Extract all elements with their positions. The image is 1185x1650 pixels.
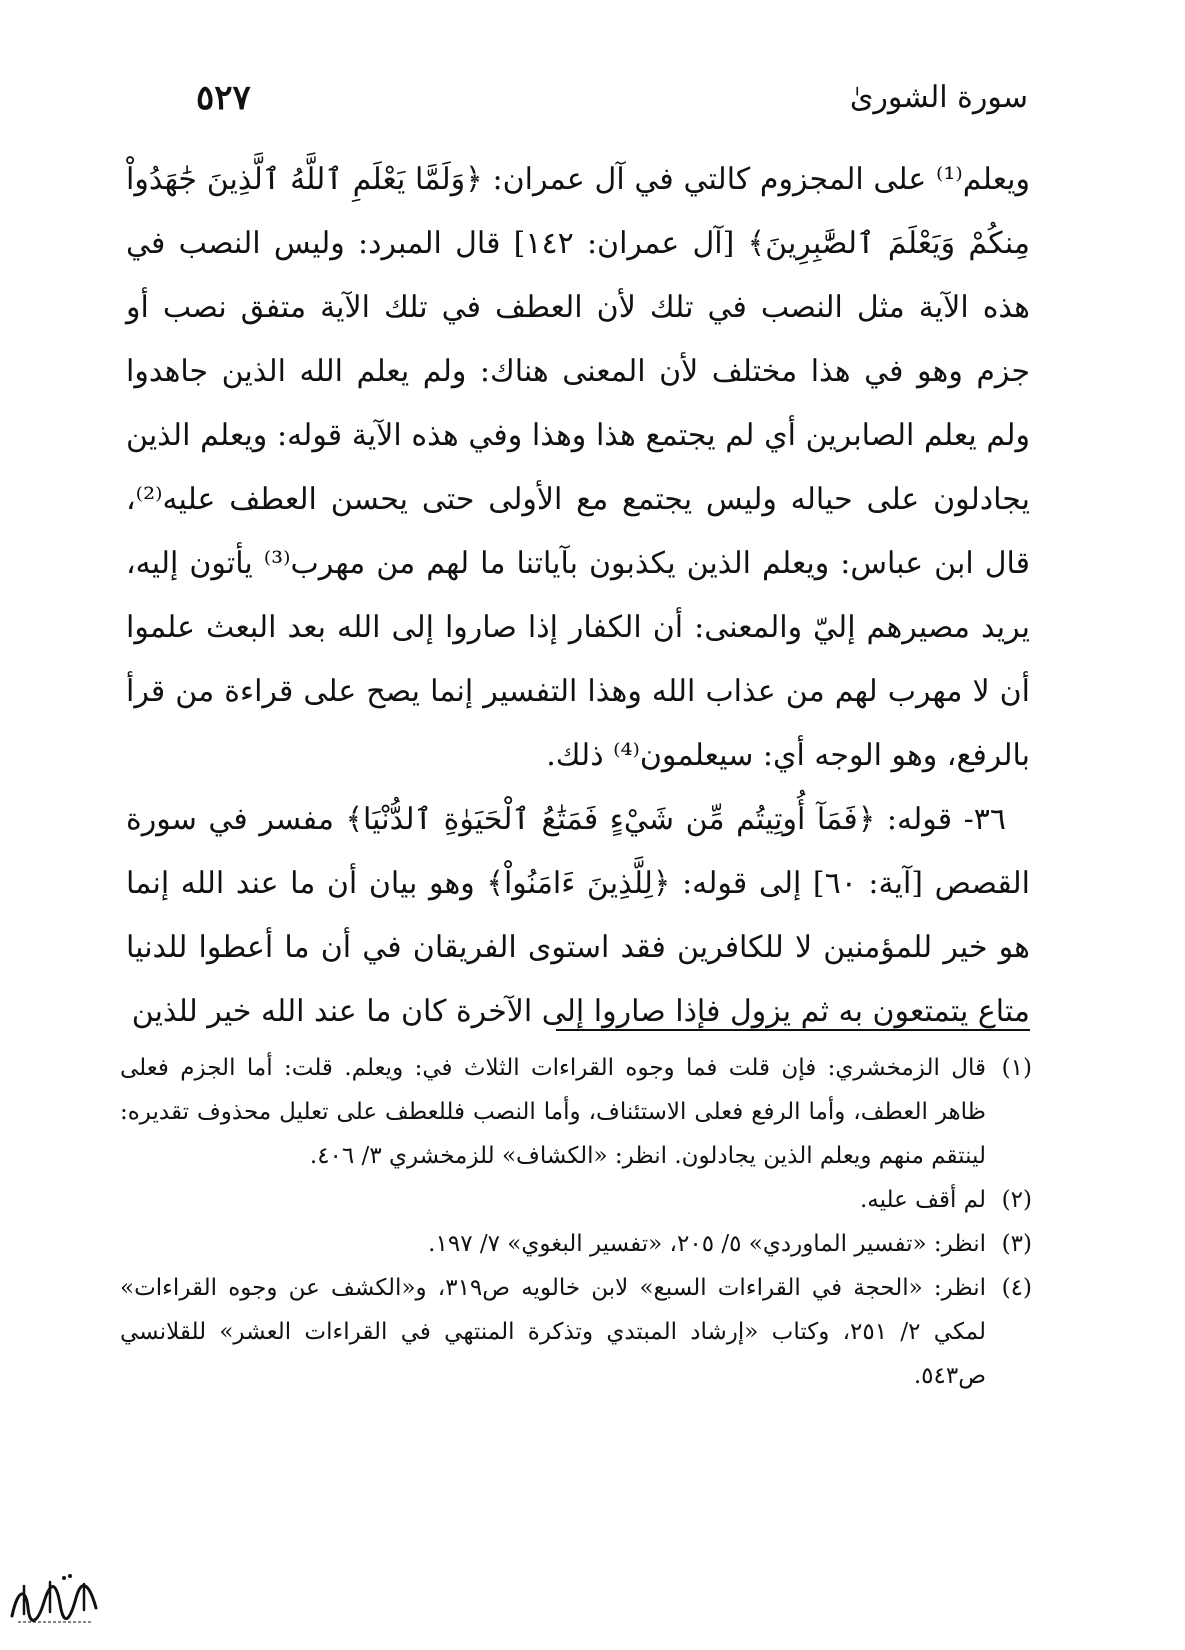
footnote-1 xyxy=(120,1046,1032,1178)
footnote-text: لم أقف عليه. xyxy=(859,1187,986,1213)
page-number: ٥٢٧ xyxy=(196,78,251,118)
calligraphy-logo-icon xyxy=(4,1568,104,1628)
footnote-divider xyxy=(556,1029,1030,1031)
footnote-number: (٢) xyxy=(1001,1187,1032,1213)
footnote-text: انظر: «الحجة في القراءات السبع» لابن خالويه ص٣١٩، و«الكشف عن وجوه القراءات» لمكي ٢/ ٢٥١، وكتاب «إرشاد المبتدي وتذكرة المنتهي في القراءات العشر» للقلانسي ص٥٤٣. xyxy=(120,1275,986,1389)
footnote-number: (٤) xyxy=(1001,1275,1032,1301)
footnotes xyxy=(120,1046,1032,1398)
main-text xyxy=(126,148,1030,1044)
footnote-number: (١) xyxy=(1001,1055,1032,1081)
page-header xyxy=(196,78,1028,128)
running-title: سورة الشورىٰ xyxy=(849,80,1028,115)
publisher-logo xyxy=(4,1568,104,1628)
footnote-text: انظر: «تفسير الماوردي» ٥/ ٢٠٥، «تفسير البغوي» ٧/ ١٩٧. xyxy=(428,1231,986,1257)
footnote-4 xyxy=(120,1266,1032,1398)
footnote-3 xyxy=(120,1222,1032,1266)
footnote-number: (٣) xyxy=(1001,1231,1032,1257)
body-paragraph-1: ويعلم⁽¹⁾ على المجزوم كالتي في آل عمران: ﴿وَلَمَّا يَعْلَمِ ٱللَّهُ ٱلَّذِينَ جَٰهَدُواْ مِنكُمْ وَيَعْلَمَ ٱلصَّٰبِرِينَ﴾ [آل عمران: ١٤٢] قال المبرد: وليس النصب في هذه الآية مثل النصب في تلك لأن العطف في تلك الآية متفق نصب أو جزم وهو في هذا مختلف لأن المعنى هناك: ولم يعلم الله الذين جاهدوا ولم يعلم الصابرين أي لم يجتمع هذا وهذا وفي هذه الآية قوله: ويعلم الذين يجادلون على حياله وليس يجتمع مع الأولى حتى يحسن العطف عليه⁽²⁾، قال ابن عباس: ويعلم الذين يكذبون بآياتنا ما لهم من مهرب⁽³⁾ يأتون إليه، يريد مصيرهم إليّ والمعنى: أن الكفار إذا صاروا إلى الله بعد البعث علموا أن لا مهرب لهم من عذاب الله وهذا التفسير إنما يصح على قراءة من قرأ بالرفع، وهو الوجه أي: سيعلمون⁽⁴⁾ ذلك. xyxy=(126,162,1031,773)
footnote-text: قال الزمخشري: فإن قلت فما وجوه القراءات الثلاث في: ويعلم. قلت: أما الجزم فعلى ظاهر العطف، وأما الرفع فعلى الاستئناف، وأما النصب فللعطف على تعليل محذوف تقديره: لينتقم منهم ويعلم الذين يجادلون. انظر: «الكشاف» للزمخشري ٣/ ٤٠٦. xyxy=(120,1055,986,1169)
footnote-2 xyxy=(120,1178,1032,1222)
body-paragraph-2: ٣٦- قوله: ﴿فَمَآ أُوتِيتُم مِّن شَيْءٍ فَمَتَٰعُ ٱلْحَيَوٰةِ ٱلدُّنْيَا﴾ مفسر في سورة القصص [آية: ٦٠] إلى قوله: ﴿لِلَّذِينَ ءَامَنُواْ﴾ وهو بيان أن ما عند الله إنما هو خير للمؤمنين لا للكافرين فقد استوى الفريقان في أن ما أعطوا للدنيا متاع يتمتعون به ثم يزول فإذا صاروا إلى الآخرة كان ما عند الله خير للذين xyxy=(126,802,1030,1029)
